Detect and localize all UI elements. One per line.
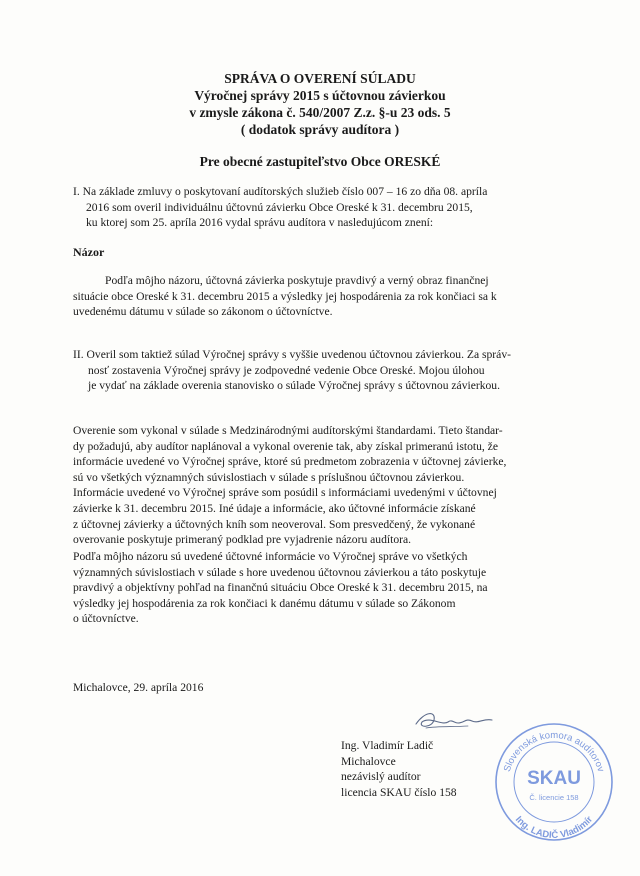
section-3-line: z účtovnej závierky a účtovných kníh som neoveroval. Som presvedčený, že vykonané	[73, 517, 476, 531]
section-3-line: závierke k 31. decembru 2015. Iné údaje a informácie, ako účtovné informácie získané	[73, 501, 476, 515]
opinion-paragraph	[73, 273, 563, 320]
section-4-line: Podľa môjho názoru sú uvedené účtovné informácie vo Výročnej správe vo všetkých	[73, 550, 468, 563]
section-3-line: overovanie poskytuje primeraný podklad pre vyjadrenie názoru audítora.	[73, 533, 412, 547]
section-3-line: sú vo všetkých významných súvislostiach v súlade s príslušnou účtovnou závierkou.	[73, 470, 465, 484]
section-3	[73, 423, 565, 548]
stamp-center-text: SKAU	[527, 768, 581, 789]
section-2	[73, 347, 570, 394]
title-line-4: ( dodatok správy audítora )	[240, 122, 400, 137]
date-place: Michalovce, 29. apríla 2016	[73, 681, 204, 694]
section-2-line: nosť zostavenia Výročnej správy je zodpovedné vedenie Obce Oreské. Mojou úlohou	[88, 363, 485, 377]
stamp-ring-bottom-text: Ing. LADIČ Vladimír	[512, 814, 596, 842]
section-4	[73, 549, 565, 627]
section-4-line: o účtovníctve.	[73, 612, 139, 626]
opinion-line: uvedenému dátumu v súlade so zákonom o účtovníctve.	[73, 305, 333, 319]
title-line-2: Výročnej správy 2015 s účtovnou závierkou	[194, 88, 446, 103]
section-1-line: I. Na základe zmluvy o poskytovaní audítorských služieb číslo 007 – 16 zo dňa 08. apríla	[73, 185, 488, 198]
signature-block	[341, 738, 457, 800]
section-4-line: výsledky jej hospodárenia za rok končiaci k danému dátumu v súlade so Zákonom	[73, 596, 456, 610]
section-3-line: dy požadujú, aby audítor naplánoval a vykonal overenie tak, aby získal primeranú istotu, že	[73, 439, 498, 453]
handwritten-signature	[412, 706, 498, 734]
section-4-line: významných súvislostiach v súlade s hore uvedenou účtovnou závierkou a táto poskytuje	[73, 565, 487, 579]
addressee: Pre obecné zastupiteľstvo Obce ORESKÉ	[199, 154, 441, 169]
section-3-line: informácie uvedené vo Výročnej správe, ktoré sú predmetom zobrazenia v účtovnej závierke,	[73, 455, 507, 469]
signatory-city: Michalovce	[341, 754, 396, 768]
stamp-license-text: Č. licencie 158	[529, 793, 579, 802]
signatory-role: nezávislý audítor	[341, 770, 421, 783]
stamp-ring-top-text: Slovenská komora audítorov	[501, 729, 607, 774]
section-2-line: II. Overil som taktiež súlad Výročnej správy s vyššie uvedenou účtovnou závierkou. Za správ-	[73, 348, 511, 361]
section-1-line: 2016 som overil individuálnu účtovnú závierku Obce Oreské k 31. decembru 2015,	[86, 200, 473, 214]
title-line-1: SPRÁVA O OVERENÍ SÚLADU	[224, 71, 416, 86]
signatory-license: licencia SKAU číslo 158	[341, 785, 457, 799]
document-title	[0, 70, 640, 138]
section-3-line: Informácie uvedené vo Výročnej správe som posúdil s informáciami uvedenými v účtovnej	[73, 486, 497, 500]
signatory-name: Ing. Vladimír Ladič	[341, 739, 434, 752]
section-4-line: pravdivý a objektívny pohľad na finančnú situáciu Obce Oreské k 31. decembru 2015, na	[73, 581, 488, 595]
section-1-line: ku ktorej som 25. apríla 2016 vydal správu audítora v nasledujúcom znení:	[86, 216, 434, 230]
section-1	[73, 184, 570, 231]
opinion-line: Podľa môjho názoru, účtovná závierka poskytuje pravdivý a verný obraz finančnej	[105, 274, 489, 287]
auditor-stamp-seal	[490, 718, 618, 846]
title-line-3: v zmysle zákona č. 540/2007 Z.z. §-u 23 ods. 5	[189, 105, 451, 120]
opinion-line: situácie obce Oreské k 31. decembru 2015 a výsledky jej hospodárenia za rok končiaci sa k	[73, 289, 497, 303]
section-2-line: je vydať na základe overenia stanovisko o súlade Výročnej správy s účtovnou závierkou.	[88, 379, 501, 393]
section-3-line: Overenie som vykonal v súlade s Medzinárodnými audítorskými štandardami. Tieto štandar-	[73, 424, 503, 437]
opinion-heading: Názor	[73, 245, 105, 259]
